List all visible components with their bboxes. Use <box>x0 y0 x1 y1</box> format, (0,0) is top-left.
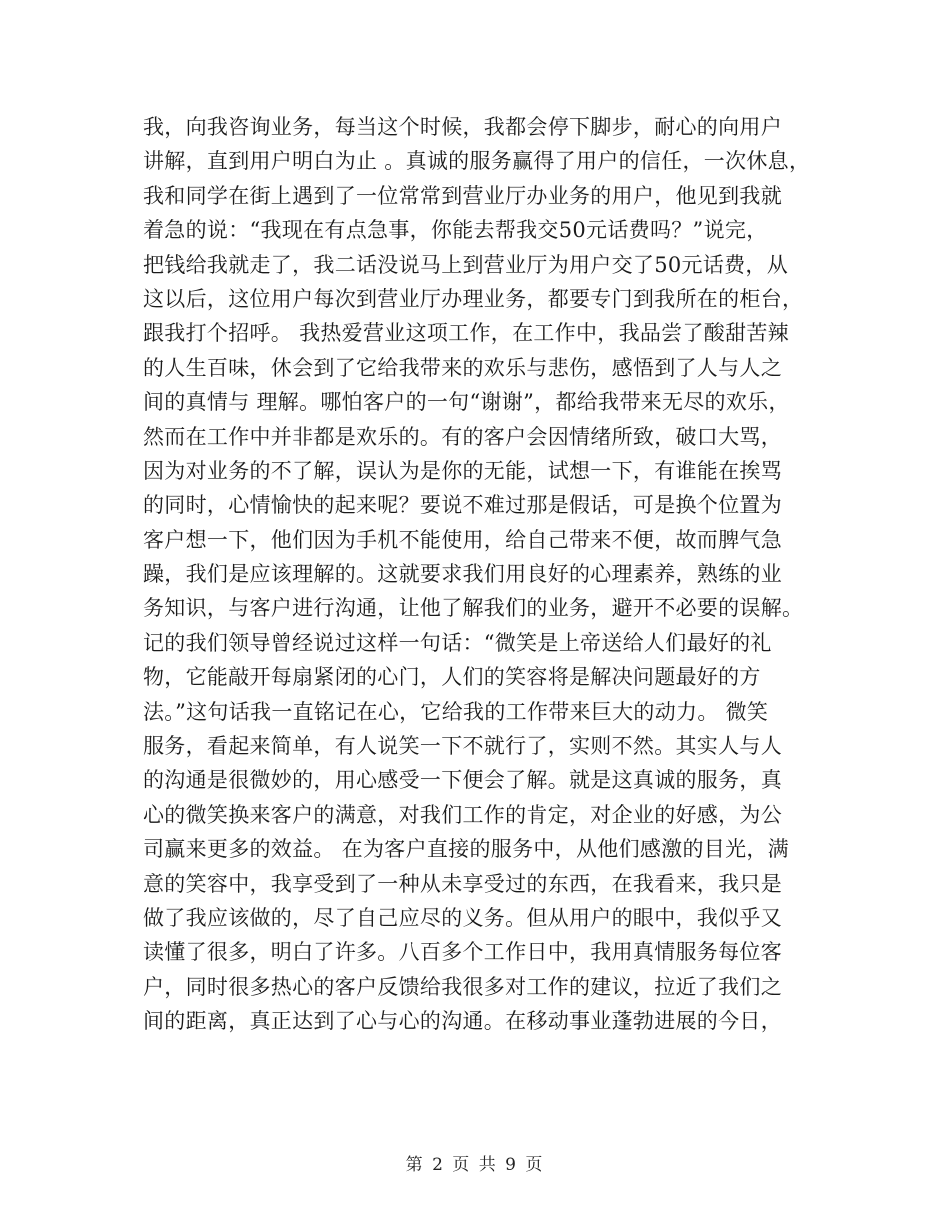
text-line: 的沟通是很微妙的，用心感受一下便会了解。就是这真诚的服务，真 <box>143 768 782 793</box>
page-footer: 第 2 页 共 9 页 <box>405 1155 545 1175</box>
text-line: 司赢来更多的效益。 在为客户直接的服务中，从他们感激的目光，满 <box>143 837 789 862</box>
text-line: 读懂了很多，明白了许多。八百多个工作日中，我用真情服务每位客 <box>143 940 782 965</box>
text-line: 躁，我们是应该理解的。这就要求我们用良好的心理素养，熟练的业 <box>143 562 782 587</box>
text-line: 然而在工作中并非都是欢乐的。有的客户会因情绪所致，破口大骂， <box>143 424 782 449</box>
text-line: 务知识，与客户进行沟通，让他了解我们的业务，避开不必要的误解。 <box>143 596 804 621</box>
text-line: 的人生百味，休会到了它给我带来的欢乐与悲伤，感悟到了人与人之 <box>143 355 782 380</box>
text-line: 心的微笑换来客户的满意，对我们工作的肯定，对企业的好感，为公 <box>143 802 782 827</box>
text-line: 我和同学在街上遇到了一位常常到营业厅办业务的用户，他见到我就 <box>143 183 782 208</box>
text-line: 物，它能敲开每扇紧闭的心门，人们的笑容将是解决问题最好的方 <box>143 665 761 690</box>
body-text <box>143 110 823 1039</box>
text-line: 我，向我咨询业务，每当这个时候，我都会停下脚步，耐心的向用户 <box>143 115 782 139</box>
text-line: 记的我们领导曾经说过这样一句话：“微笑是上帝送给人们最好的礼 <box>143 630 772 655</box>
text-line: 这以后，这位用户每次到营业厅办理业务，都要专门到我所在的柜台， <box>143 286 804 311</box>
text-line: 跟我打个招呼。 我热爱营业这项工作，在工作中，我品尝了酸甜苦辣 <box>143 321 789 346</box>
text-line: 服务，看起来简单，有人说笑一下不就行了，实则不然。其实人与人 <box>143 734 782 759</box>
text-line: 间的距离，真正达到了心与心的沟通。在移动事业蓬勃进展的今日， <box>143 1009 782 1034</box>
text-line: 做了我应该做的，尽了自己应尽的义务。但从用户的眼中，我似乎又 <box>143 905 782 930</box>
text-line: 把钱给我就走了，我二话没说马上到营业厅为用户交了50元话费，从 <box>143 252 789 277</box>
text-line: 着急的说：“我现在有点急事，你能去帮我交50元话费吗？”说完， <box>143 218 768 243</box>
text-line: 法。”这句话我一直铭记在心，它给我的工作带来巨大的动力。 微笑 <box>143 699 769 724</box>
text-line: 间的真情与 理解。哪怕客户的一句“谢谢”，都给我带来无尽的欢乐， <box>143 390 790 415</box>
text-line: 客户想一下，他们因为手机不能使用，给自己带来不便，故而脾气急 <box>143 527 782 552</box>
text-line: 意的笑容中，我享受到了一种从未享受过的东西，在我看来，我只是 <box>143 871 782 896</box>
text-line: 的同时，心情愉快的起来呢？要说不难过那是假话，可是换个位置为 <box>143 493 782 518</box>
text-line: 因为对业务的不了解，误认为是你的无能，试想一下，有谁能在挨骂 <box>143 458 782 483</box>
text-line: 户，同时很多热心的客户反馈给我很多对工作的建议，拉近了我们之 <box>143 974 782 999</box>
text-line: 讲解，直到用户明白为止 。真诚的服务赢得了用户的信任，一次休息， <box>143 149 811 174</box>
